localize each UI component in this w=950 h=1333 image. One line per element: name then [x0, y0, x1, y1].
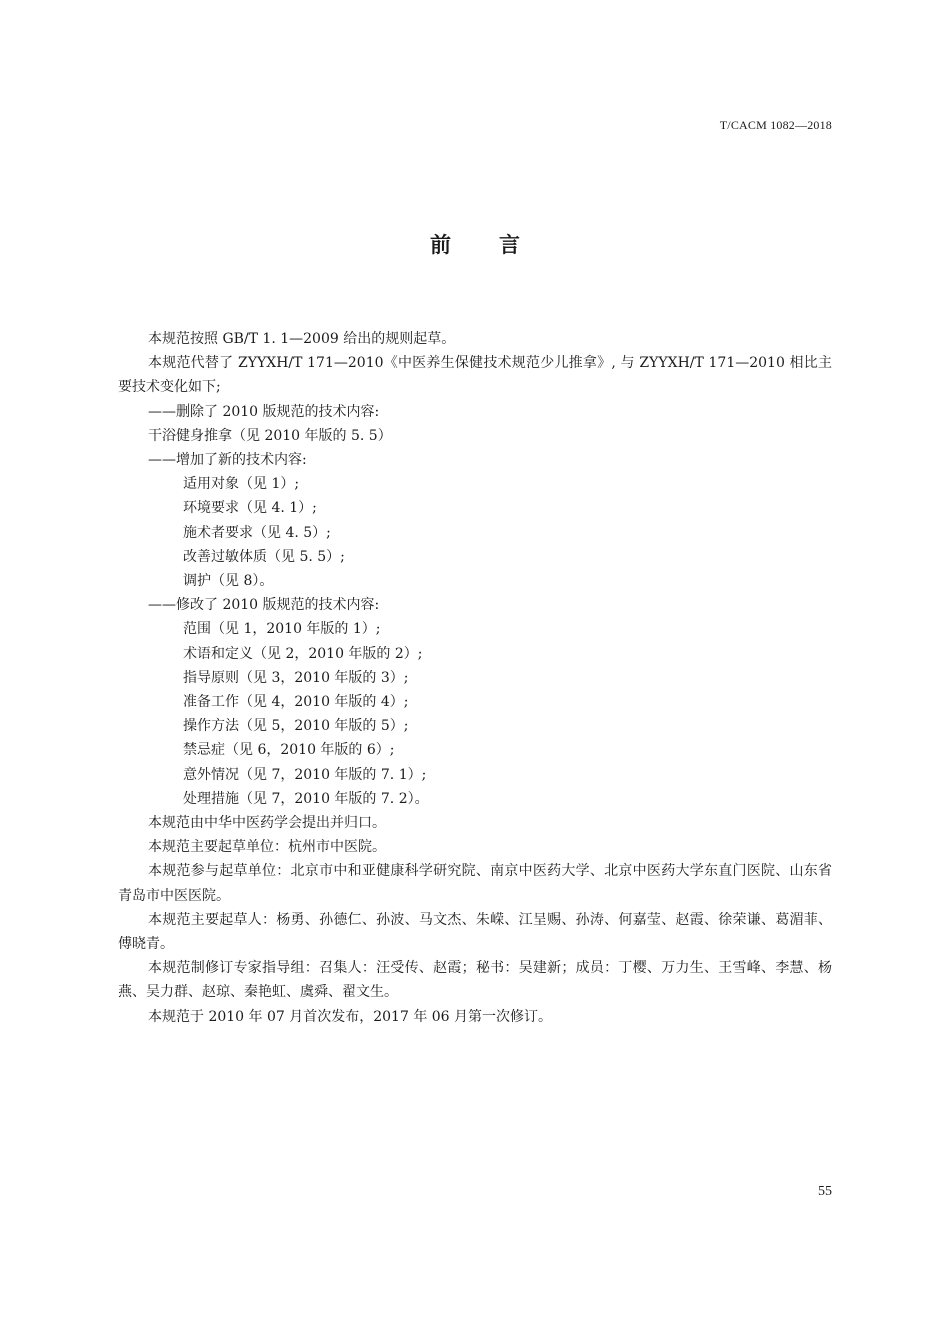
paragraph-drafting-rules: 本规范按照 GB/T 1. 1—2009 给出的规则起草。: [148, 331, 456, 347]
list-item-added: 调护（见 8）。: [183, 573, 274, 590]
paragraph-release-history: 本规范于 2010 年 07 月首次发布，2017 年 06 月第一次修订。: [148, 1008, 553, 1025]
list-item-modified: 操作方法（见 5，2010 年版的 5）;: [183, 718, 409, 735]
paragraph-main-drafting-unit: 本规范主要起草单位：杭州市中医院。: [148, 839, 386, 856]
list-item-modified: 禁忌症（见 6，2010 年版的 6）;: [183, 742, 395, 759]
list-item-modified: 处理措施（见 7，2010 年版的 7. 2）。: [183, 790, 429, 807]
list-item-modified: 指导原则（见 3，2010 年版的 3）;: [183, 669, 409, 686]
paragraph-proposer: 本规范由中华中医药学会提出并归口。: [148, 815, 386, 832]
foreword-body: [118, 327, 832, 1029]
page-title: 前言: [430, 233, 568, 257]
list-heading-deleted: ——删除了 2010 版规范的技术内容:: [148, 403, 380, 420]
list-item-modified: 范围（见 1，2010 年版的 1）;: [183, 621, 381, 638]
list-item-added: 改善过敏体质（见 5. 5）;: [183, 548, 345, 565]
list-item-added: 施术者要求（见 4. 5）;: [183, 524, 331, 541]
list-item-deleted: 干浴健身推拿（见 2010 年版的 5. 5）: [148, 427, 392, 444]
list-item-modified: 术语和定义（见 2，2010 年版的 2）;: [183, 645, 423, 662]
paragraph-participating-units: 本规范参与起草单位：北京市中和亚健康科学研究院、南京中医药大学、北京中医药大学东直门医院、山东省青岛市中医医院。: [118, 863, 832, 904]
paragraph-main-drafters: 本规范主要起草人：杨勇、孙德仁、孙波、马文杰、朱嵘、江呈赐、孙涛、何嘉莹、赵霞、徐荣谦、葛湄菲、傅晓青。: [118, 911, 832, 953]
list-heading-modified: ——修改了 2010 版规范的技术内容:: [148, 597, 380, 614]
paragraph-replacement-note: 本规范代替了 ZYYXH/T 171—2010《中医养生保健技术规范少儿推拿》, 与 ZYYXH/T 171—2010 相比主要技术变化如下;: [118, 355, 832, 396]
list-item-modified: 意外情况（见 7，2010 年版的 7. 1）;: [183, 766, 427, 783]
list-heading-added: ——增加了新的技术内容:: [148, 452, 307, 469]
list-item-added: 环境要求（见 4. 1）;: [183, 500, 317, 517]
document-code-header: T/CACM 1082—2018: [719, 118, 832, 132]
list-item-added: 适用对象（见 1）;: [183, 476, 300, 493]
paragraph-expert-group: 本规范制修订专家指导组：召集人：汪受传、赵霞；秘书：吴建新；成员：丁樱、万力生、王雪峰、李慧、杨燕、吴力群、赵琼、秦艳虹、虞舜、翟文生。: [118, 960, 832, 1001]
list-item-modified: 准备工作（见 4，2010 年版的 4）;: [183, 694, 409, 711]
page-number: 55: [818, 1184, 832, 1199]
